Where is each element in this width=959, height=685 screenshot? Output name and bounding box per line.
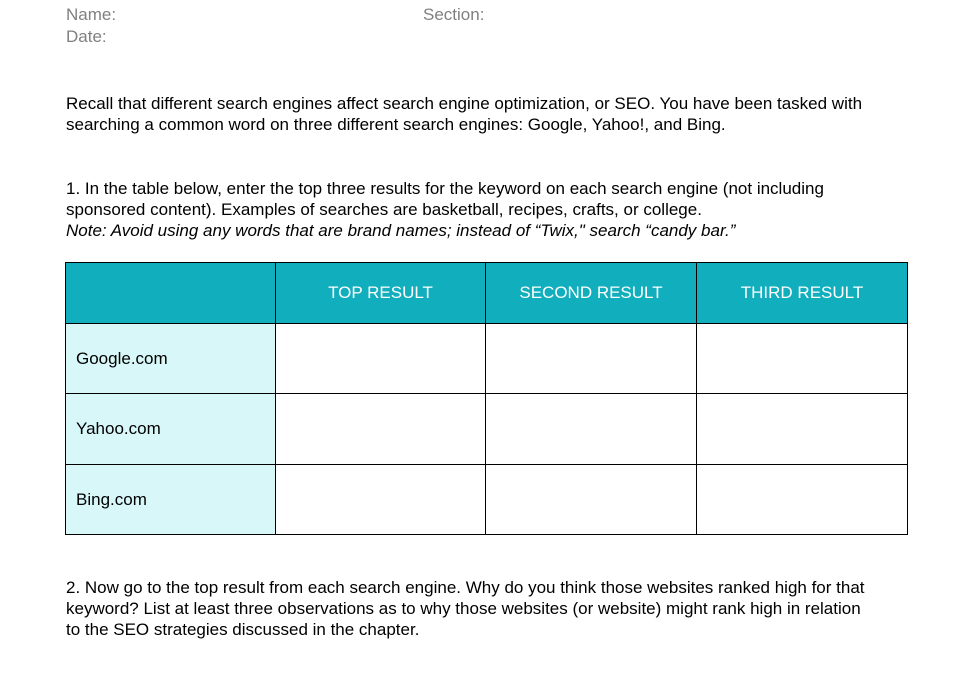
name-label: Name: [66, 5, 117, 24]
question-2: 2. Now go to the top result from each search engine. Why do you think those websites ranked high for that keyword? List at least three observations as to why those websites (or website) might rank high in relation to the SEO strategies discussed in the chapter. [66, 578, 865, 639]
third-result-cell[interactable] [697, 465, 908, 535]
engine-cell: Google.com [66, 324, 276, 394]
second-result-cell[interactable] [486, 324, 697, 394]
top-result-cell[interactable] [276, 324, 486, 394]
question-1-note: Note: Avoid using any words that are brand names; instead of “Twix," search “candy bar.” [66, 221, 736, 240]
second-result-cell[interactable] [486, 394, 697, 465]
top-result-cell[interactable] [276, 394, 486, 465]
table-row [66, 324, 908, 394]
table-row [66, 465, 908, 535]
question-1 [66, 178, 866, 241]
engine-cell: Bing.com [66, 465, 276, 535]
third-result-cell[interactable] [697, 324, 908, 394]
top-result-cell[interactable] [276, 465, 486, 535]
header-cell-engine [66, 263, 276, 324]
header-cell-third-result: THIRD RESULT [697, 263, 908, 324]
results-table [65, 262, 908, 535]
section-label: Section: [423, 5, 485, 24]
second-result-cell[interactable] [486, 465, 697, 535]
header-cell-top-result: TOP RESULT [276, 263, 486, 324]
date-label: Date: [66, 27, 107, 46]
intro-paragraph: Recall that different search engines affect search engine optimization, or SEO. You have been tasked with searching a common word on three different search engines: Google, Yahoo!, and Bing. [66, 94, 863, 134]
third-result-cell[interactable] [697, 394, 908, 465]
header-cell-second-result: SECOND RESULT [486, 263, 697, 324]
question-1-text: 1. In the table below, enter the top three results for the keyword on each search engine (not including sponsored content). Examples of searches are basketball, recipes, crafts, or college. [66, 179, 824, 219]
table-header-row [66, 263, 908, 324]
table-row [66, 394, 908, 465]
engine-cell: Yahoo.com [66, 394, 276, 465]
